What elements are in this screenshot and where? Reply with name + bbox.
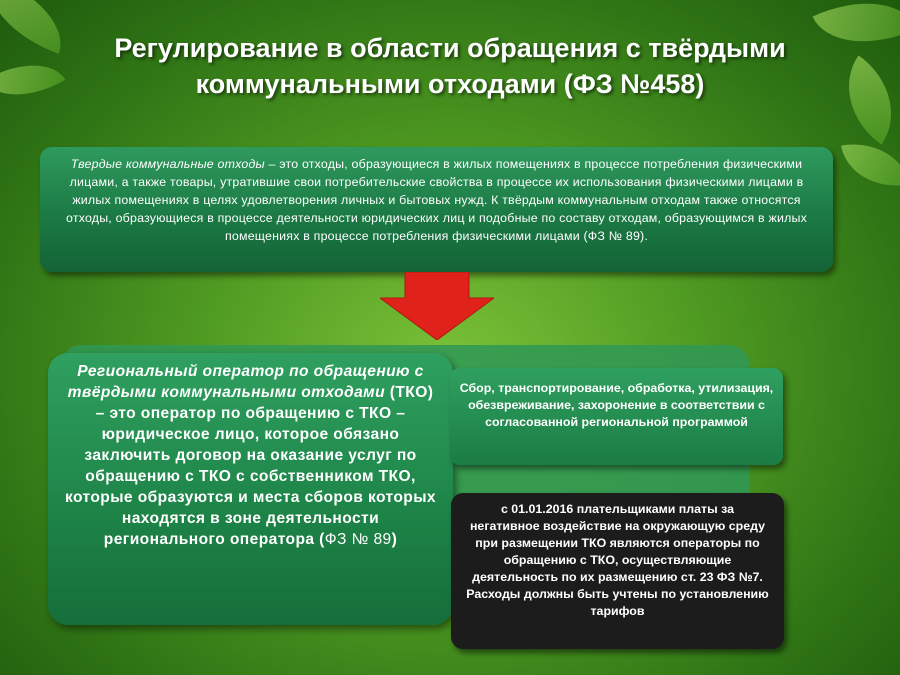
payment-box: с 01.01.2016 плательщиками платы за негативное воздействие на окружающую среду при размещении ТКО являются операторы по обращению с ТКО, осуществляющие деятельность по их размещению ст. 23 ФЗ №7. Расходы должны быть учтены по установлению тарифов bbox=[451, 493, 784, 649]
leaf-decoration bbox=[841, 135, 900, 195]
definition-text: – это отходы, образующиеся в жилых помещениях в процессе потребления физическими лицами, а также товары, утратившие свои потребительские свойства в процессе их использования физическими лицами в жилых помещениях в целях удовлетворения личных и бытовых нужд. К твёрдым коммунальным отходам также относятся отходы, образующиеся в процессе деятельности юридических лиц и подобные по составу отходам, образующимся в жилых помещениях в процессе потребления физическими лицами (ФЗ № 89). bbox=[66, 157, 807, 243]
regional-operator-box bbox=[48, 353, 453, 625]
operator-law-ref: ФЗ № 89 bbox=[324, 531, 392, 548]
down-arrow-icon bbox=[380, 272, 494, 340]
functions-box: Сбор, транспортирование, обработка, утилизация, обезвреживание, захоронение в соответствии с согласованной региональной программой bbox=[450, 368, 783, 465]
operator-close: ) bbox=[391, 531, 398, 548]
slide-title: Регулирование в области обращения с твёрдыми коммунальными отходами (ФЗ №458) bbox=[114, 33, 786, 99]
operator-text: (ТКО) – это оператор по обращению с ТКО – юридическое лицо, которое обязано заключить договор на оказание услуг по обращению с ТКО с собственником ТКО, которые образуются и места сборов которых находятся в зоне деятельности регионального оператора ( bbox=[64, 384, 437, 548]
leaf-decoration bbox=[0, 45, 65, 115]
operator-term: Региональный оператор по обращению с твёрдыми коммунальными отходами bbox=[67, 363, 424, 401]
definition-box bbox=[40, 147, 833, 272]
definition-term: Твердые коммунальные отходы bbox=[70, 157, 265, 171]
